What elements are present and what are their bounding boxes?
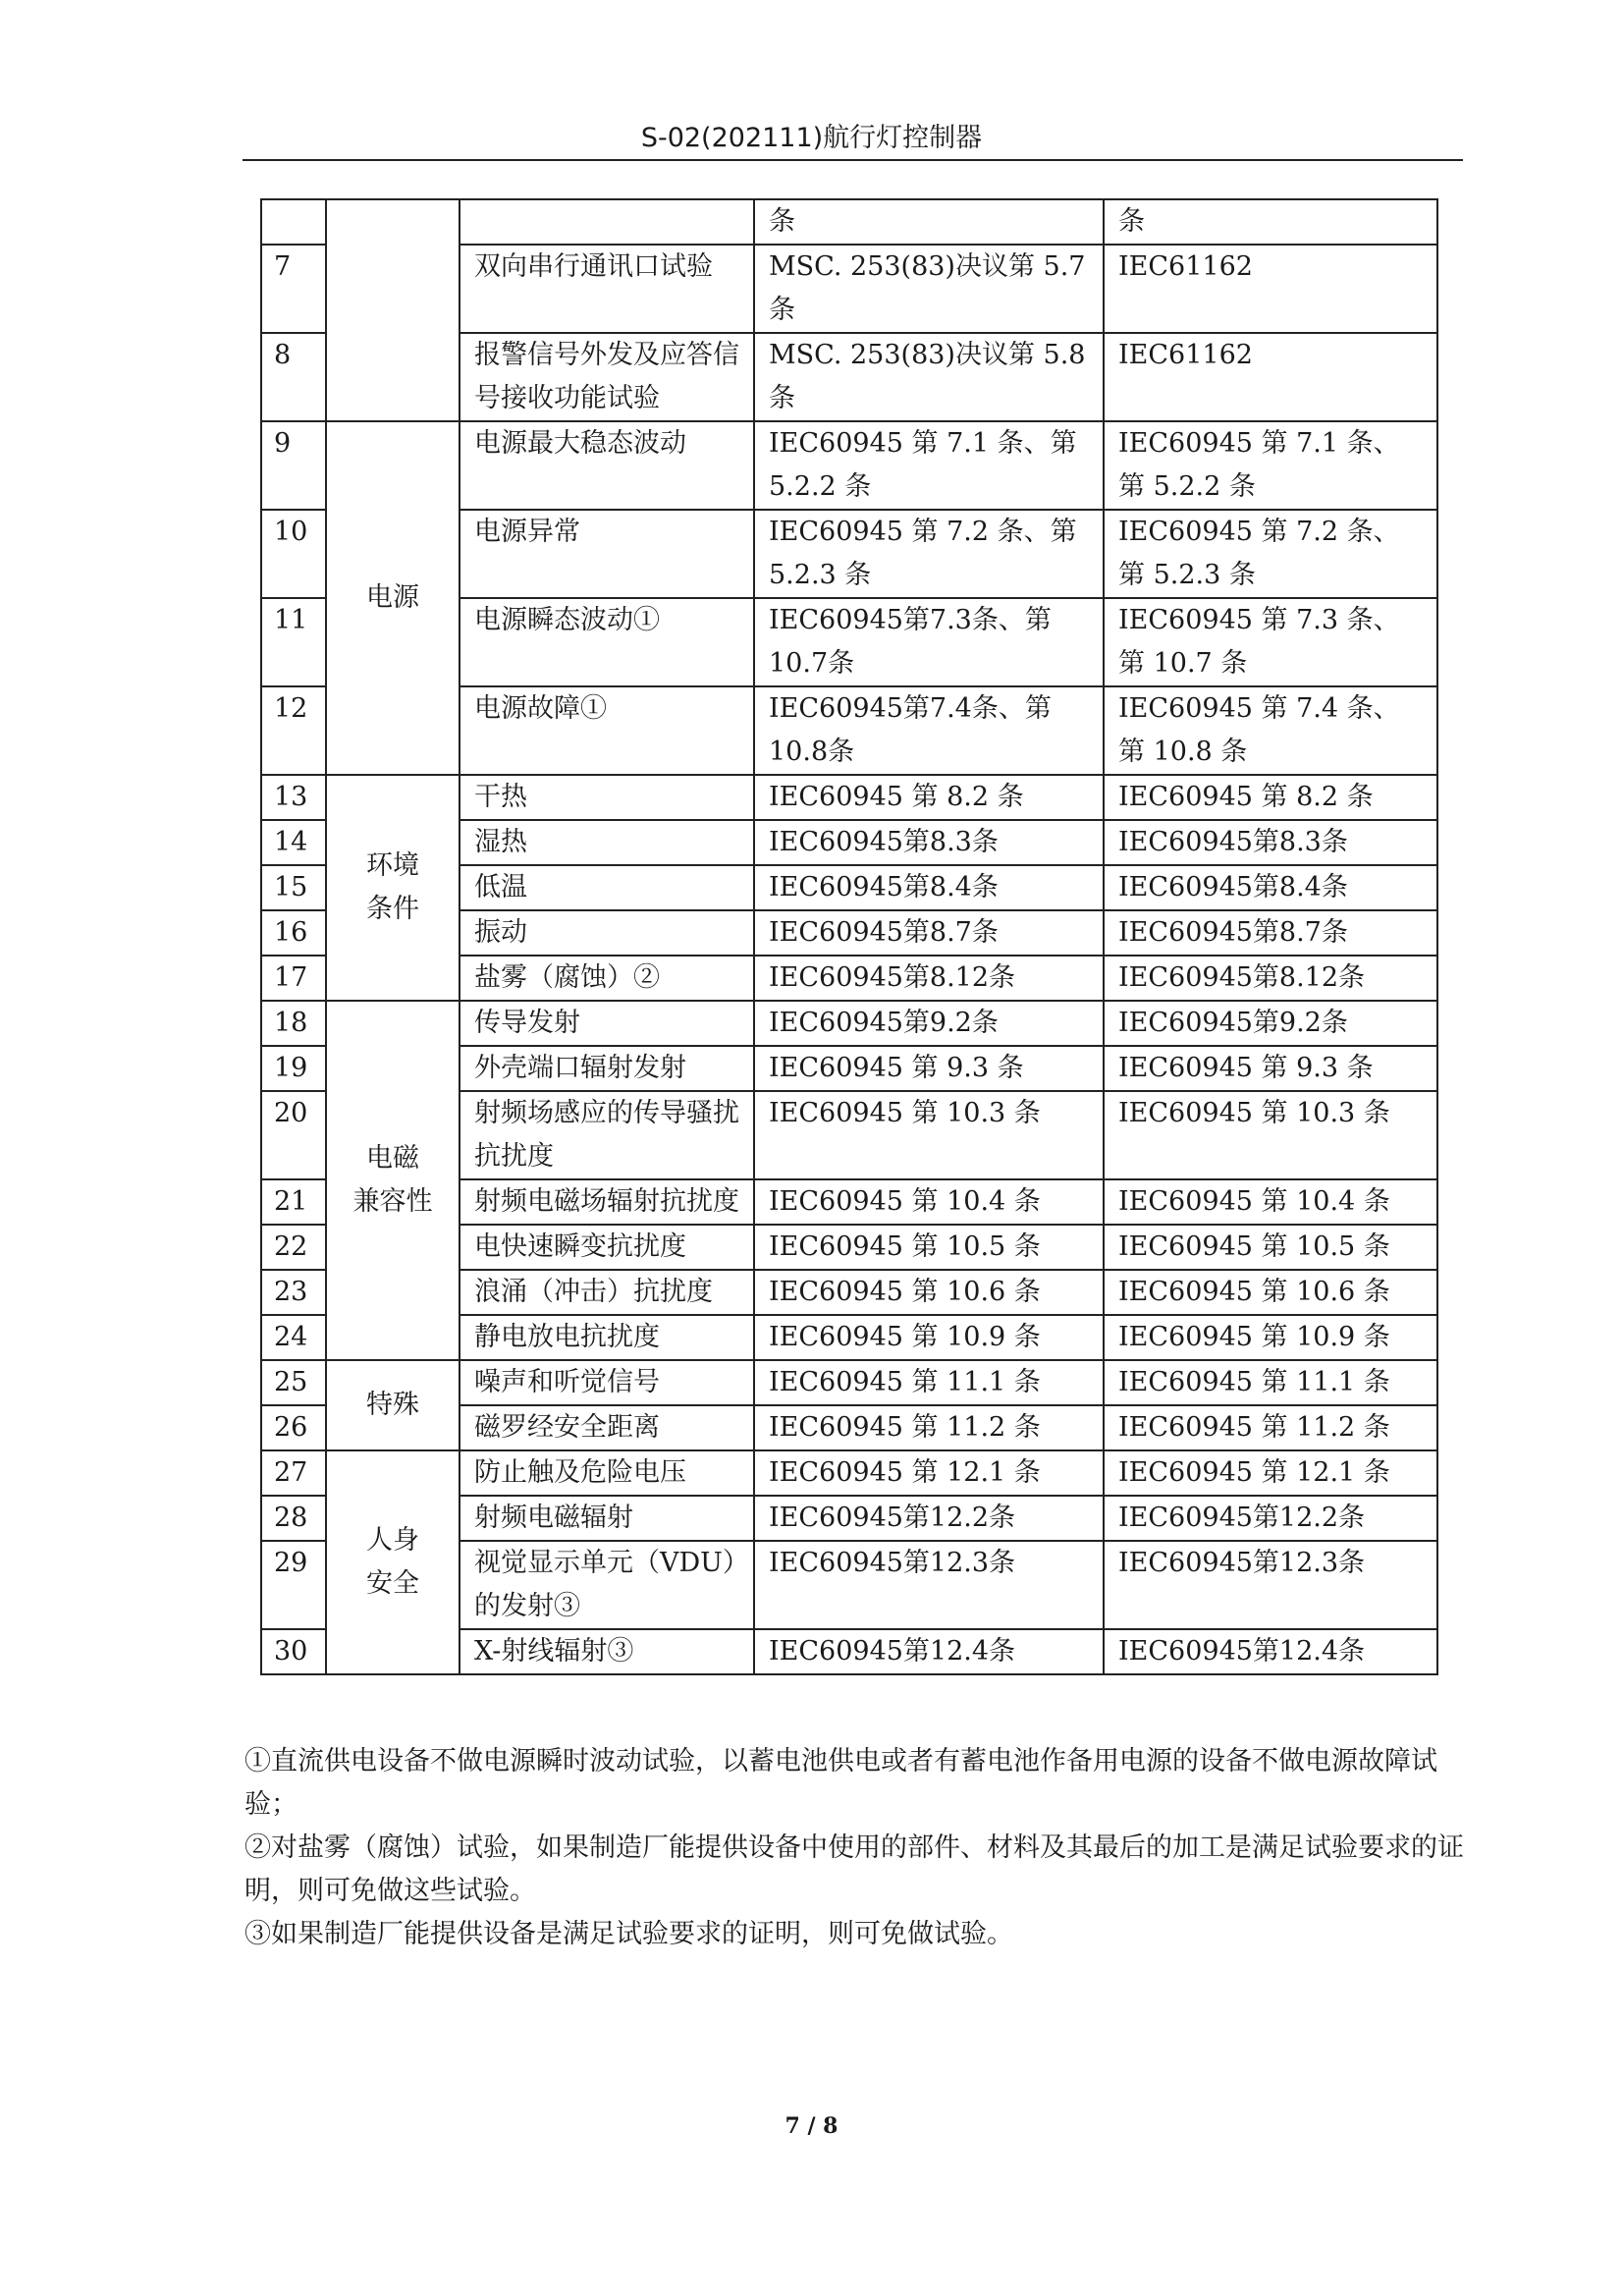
test-standard-cell: IEC60945 第 10.5 条 bbox=[1104, 1225, 1437, 1270]
item-cell: 低温 bbox=[460, 865, 754, 910]
standard-cell: IEC60945 第 10.3 条 bbox=[754, 1091, 1104, 1179]
number-cell: 23 bbox=[261, 1270, 326, 1315]
number-cell: 25 bbox=[261, 1360, 326, 1405]
item-cell: 盐雾（腐蚀）② bbox=[460, 956, 754, 1001]
page-header-title: S-02(202111)航行灯控制器 bbox=[640, 123, 983, 153]
category-label-line: 兼容性 bbox=[352, 1186, 433, 1217]
test-standard-cell: IEC60945第12.4条 bbox=[1104, 1629, 1437, 1674]
test-standard-cell: IEC60945 第 7.1 条、第 5.2.2 条 bbox=[1104, 421, 1437, 510]
test-standard-cell: IEC60945第8.4条 bbox=[1104, 865, 1437, 910]
item-cell: 电源异常 bbox=[460, 510, 754, 598]
item-cell: 噪声和听觉信号 bbox=[460, 1360, 754, 1405]
test-standard-cell: IEC60945 第 10.6 条 bbox=[1104, 1270, 1437, 1315]
standard-cell: IEC60945 第 11.1 条 bbox=[754, 1360, 1104, 1405]
number-cell: 24 bbox=[261, 1315, 326, 1360]
test-standard-cell: IEC60945第12.2条 bbox=[1104, 1496, 1437, 1541]
item-cell: 静电放电抗扰度 bbox=[460, 1315, 754, 1360]
test-standard-cell: IEC60945 第 7.3 条、第 10.7 条 bbox=[1104, 598, 1437, 686]
number-cell: 30 bbox=[261, 1629, 326, 1674]
standard-cell: IEC60945 第 10.6 条 bbox=[754, 1270, 1104, 1315]
category-label-line: 电源 bbox=[366, 582, 419, 613]
number-cell: 15 bbox=[261, 865, 326, 910]
number-cell: 16 bbox=[261, 910, 326, 956]
standard-cell: IEC60945 第 7.2 条、第 5.2.3 条 bbox=[754, 510, 1104, 598]
standard-cell: MSC. 253(83)决议第 5.8 条 bbox=[754, 333, 1104, 421]
number-cell: 19 bbox=[261, 1046, 326, 1091]
category-cell-power bbox=[326, 421, 460, 775]
test-standard-cell: IEC60945 第 12.1 条 bbox=[1104, 1450, 1437, 1496]
item-cell: 传导发射 bbox=[460, 1001, 754, 1046]
item-cell: 湿热 bbox=[460, 820, 754, 865]
table-row bbox=[261, 199, 1437, 245]
category-cell-emc bbox=[326, 1001, 460, 1360]
number-cell: 9 bbox=[261, 421, 326, 510]
standard-cell: IEC60945第8.12条 bbox=[754, 956, 1104, 1001]
test-standard-cell: IEC60945 第 10.4 条 bbox=[1104, 1179, 1437, 1225]
test-standard-cell: IEC61162 bbox=[1104, 245, 1437, 333]
item-cell: 射频电磁辐射 bbox=[460, 1496, 754, 1541]
item-cell: 振动 bbox=[460, 910, 754, 956]
category-label-line: 安全 bbox=[366, 1568, 419, 1599]
standard-cell: IEC60945第12.2条 bbox=[754, 1496, 1104, 1541]
test-standard-cell: IEC60945 第 7.4 条、第 10.8 条 bbox=[1104, 686, 1437, 775]
category-cell bbox=[326, 199, 460, 421]
test-standard-cell: IEC60945 第 11.2 条 bbox=[1104, 1405, 1437, 1450]
number-cell: 27 bbox=[261, 1450, 326, 1496]
category-cell-environment bbox=[326, 775, 460, 1001]
number-cell: 13 bbox=[261, 775, 326, 820]
test-standard-cell: IEC60945 第 10.3 条 bbox=[1104, 1091, 1437, 1179]
item-cell: 浪涌（冲击）抗扰度 bbox=[460, 1270, 754, 1315]
item-cell: 磁罗经安全距离 bbox=[460, 1405, 754, 1450]
category-label-line: 电磁 bbox=[366, 1143, 419, 1174]
standard-cell: 条 bbox=[754, 199, 1104, 245]
header-divider bbox=[243, 159, 1463, 161]
item-cell: 电源最大稳态波动 bbox=[460, 421, 754, 510]
standard-cell: IEC60945 第 7.1 条、第 5.2.2 条 bbox=[754, 421, 1104, 510]
item-cell: 电快速瞬变抗扰度 bbox=[460, 1225, 754, 1270]
footnote: ③如果制造厂能提供设备是满足试验要求的证明，则可免做试验。 bbox=[244, 1919, 1013, 1949]
item-cell: 视觉显示单元（VDU）的发射③ bbox=[460, 1541, 754, 1629]
test-standard-cell: IEC60945第12.3条 bbox=[1104, 1541, 1437, 1629]
number-cell: 21 bbox=[261, 1179, 326, 1225]
test-standard-cell: 条 bbox=[1104, 199, 1437, 245]
standard-cell: IEC60945 第 10.9 条 bbox=[754, 1315, 1104, 1360]
standard-cell: IEC60945 第 9.3 条 bbox=[754, 1046, 1104, 1091]
page-number: 7 / 8 bbox=[784, 2113, 839, 2139]
category-label-line: 人身 bbox=[366, 1525, 419, 1556]
test-standard-cell: IEC60945第8.3条 bbox=[1104, 820, 1437, 865]
standard-cell: IEC60945第8.7条 bbox=[754, 910, 1104, 956]
standard-cell: IEC60945 第 10.5 条 bbox=[754, 1225, 1104, 1270]
item-cell: 干热 bbox=[460, 775, 754, 820]
category-label-line: 条件 bbox=[366, 894, 419, 924]
number-cell: 29 bbox=[261, 1541, 326, 1629]
item-cell: 射频电磁场辐射抗扰度 bbox=[460, 1179, 754, 1225]
footnote: ②对盐雾（腐蚀）试验，如果制造厂能提供设备中使用的部件、材料及其最后的加工是满足试验要求的证明，则可免做这些试验。 bbox=[244, 1832, 1464, 1906]
test-standard-cell: IEC61162 bbox=[1104, 333, 1437, 421]
number-cell: 12 bbox=[261, 686, 326, 775]
number-cell: 14 bbox=[261, 820, 326, 865]
item-cell: 报警信号外发及应答信号接收功能试验 bbox=[460, 333, 754, 421]
category-label-line: 环境 bbox=[366, 850, 419, 881]
table-row bbox=[261, 421, 1437, 510]
standard-cell: IEC60945 第 12.1 条 bbox=[754, 1450, 1104, 1496]
test-items-table bbox=[260, 198, 1438, 1675]
item-cell: 防止触及危险电压 bbox=[460, 1450, 754, 1496]
test-standard-cell: IEC60945第9.2条 bbox=[1104, 1001, 1437, 1046]
item-cell: X-射线辐射③ bbox=[460, 1629, 754, 1674]
test-standard-cell: IEC60945 第 7.2 条、第 5.2.3 条 bbox=[1104, 510, 1437, 598]
number-cell: 22 bbox=[261, 1225, 326, 1270]
test-standard-cell: IEC60945 第 8.2 条 bbox=[1104, 775, 1437, 820]
standard-cell: IEC60945第7.4条、第10.8条 bbox=[754, 686, 1104, 775]
item-cell: 射频场感应的传导骚扰抗扰度 bbox=[460, 1091, 754, 1179]
number-cell: 28 bbox=[261, 1496, 326, 1541]
standard-cell: IEC60945第8.4条 bbox=[754, 865, 1104, 910]
test-standard-cell: IEC60945第8.12条 bbox=[1104, 956, 1437, 1001]
standard-cell: IEC60945第12.4条 bbox=[754, 1629, 1104, 1674]
category-cell-special bbox=[326, 1360, 460, 1450]
number-cell: 10 bbox=[261, 510, 326, 598]
number-cell: 8 bbox=[261, 333, 326, 421]
item-cell bbox=[460, 199, 754, 245]
test-standard-cell: IEC60945 第 9.3 条 bbox=[1104, 1046, 1437, 1091]
standard-cell: IEC60945 第 10.4 条 bbox=[754, 1179, 1104, 1225]
number-cell: 26 bbox=[261, 1405, 326, 1450]
standard-cell: IEC60945第8.3条 bbox=[754, 820, 1104, 865]
number-cell: 20 bbox=[261, 1091, 326, 1179]
item-cell: 电源故障① bbox=[460, 686, 754, 775]
item-cell: 外壳端口辐射发射 bbox=[460, 1046, 754, 1091]
category-label-line: 特殊 bbox=[366, 1390, 419, 1420]
test-standard-cell: IEC60945 第 11.1 条 bbox=[1104, 1360, 1437, 1405]
standard-cell: IEC60945 第 8.2 条 bbox=[754, 775, 1104, 820]
test-standard-cell: IEC60945 第 10.9 条 bbox=[1104, 1315, 1437, 1360]
standard-cell: IEC60945第9.2条 bbox=[754, 1001, 1104, 1046]
standard-cell: IEC60945第12.3条 bbox=[754, 1541, 1104, 1629]
item-cell: 双向串行通讯口试验 bbox=[460, 245, 754, 333]
test-standard-cell: IEC60945第8.7条 bbox=[1104, 910, 1437, 956]
number-cell: 18 bbox=[261, 1001, 326, 1046]
item-cell: 电源瞬态波动① bbox=[460, 598, 754, 686]
category-cell-personal-safety bbox=[326, 1450, 460, 1674]
standard-cell: MSC. 253(83)决议第 5.7 条 bbox=[754, 245, 1104, 333]
number-cell: 11 bbox=[261, 598, 326, 686]
footnote: ①直流供电设备不做电源瞬时波动试验，以蓄电池供电或者有蓄电池作备用电源的设备不做电源故障试验； bbox=[244, 1746, 1437, 1820]
footnotes bbox=[244, 1740, 1466, 1956]
table-row bbox=[261, 1360, 1437, 1405]
number-cell: 17 bbox=[261, 956, 326, 1001]
table-row bbox=[261, 1001, 1437, 1046]
number-cell: 7 bbox=[261, 245, 326, 333]
table-row bbox=[261, 1450, 1437, 1496]
table-row bbox=[261, 775, 1437, 820]
number-cell bbox=[261, 199, 326, 245]
standard-cell: IEC60945第7.3条、第10.7条 bbox=[754, 598, 1104, 686]
standard-cell: IEC60945 第 11.2 条 bbox=[754, 1405, 1104, 1450]
